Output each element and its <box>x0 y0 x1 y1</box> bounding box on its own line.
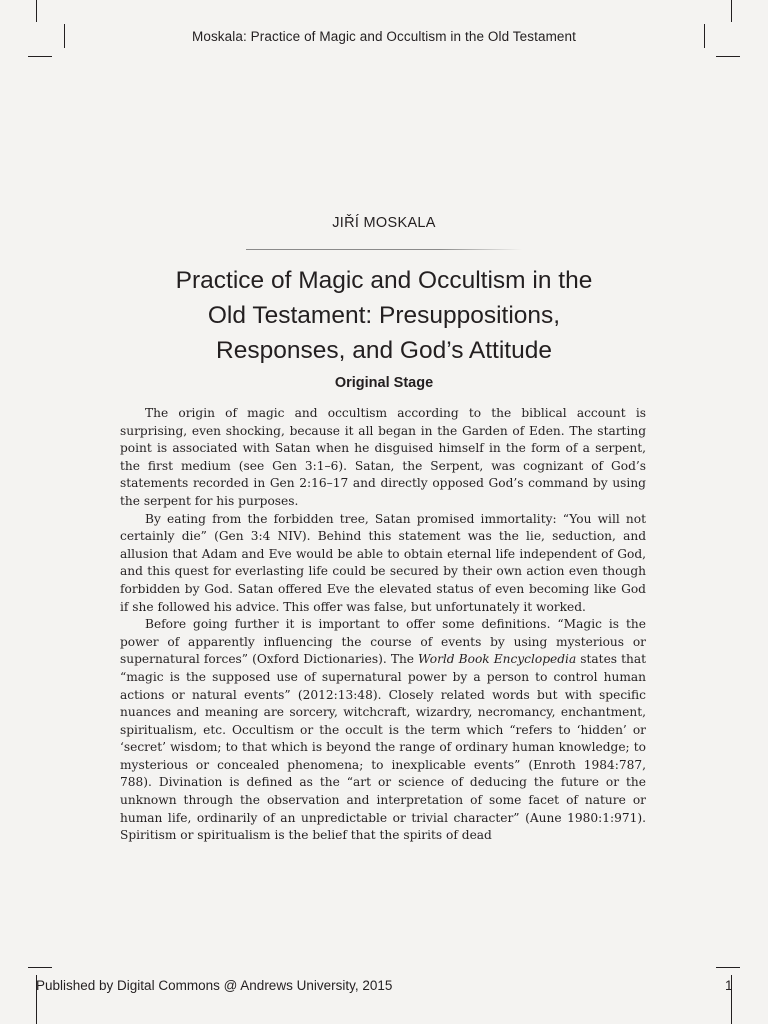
text-run: states that “magic is the supposed use of supernatural power by a person to control human actions or natural events” (2012:13:48). Closely related words but with specific nuances and meaning are sorcery, witchcraft, wizardry, necromancy, enchantment, spiritualism, etc. Occultism or the occult is the term which “refers to ‘hidden’ or ‘secret’ wisdom; to that which is beyond the range of ordinary human knowledge; to mysterious or concealed phenomena; to inexplicable events” (Enroth 1984:787, 788). Divination is defined as the “art or science of deducing the future or the unknown through the observation and interpretation of some facet of nature or human life, ordinarily of an unpredictable or trivial character” (Aune 1980:1:971). Spiritism or spiritualism is the belief that the spirits of dead <box>120 652 646 843</box>
article-body <box>120 405 646 845</box>
title-line: Responses, and God’s Attitude <box>216 337 552 364</box>
page-number: 1 <box>725 978 733 993</box>
text-run: Before going further it is important to offer some definitions. “Magic is the power of apparently influencing the course of events by using mysterious or supernatural forces” (Oxford Dictionaries). The <box>120 617 646 667</box>
article-title <box>120 263 648 368</box>
body-paragraph <box>120 511 646 617</box>
crop-mark <box>716 967 740 968</box>
body-paragraph <box>120 405 646 511</box>
crop-mark <box>731 0 732 22</box>
italic-title: World Book Encyclopedia <box>418 652 577 667</box>
crop-mark <box>28 56 52 57</box>
running-head: Moskala: Practice of Magic and Occultism in the Old Testament <box>191 29 576 44</box>
body-paragraph <box>120 616 646 845</box>
title-line: Practice of Magic and Occultism in the <box>175 267 593 294</box>
author-name: JIŘÍ MOSKALA <box>332 215 436 231</box>
text-run: The origin of magic and occultism according to the biblical account is surprising, even shocking, because it all began in the Garden of Eden. The starting point is associated with Satan when he disguised himself in the form of a serpent, the first medium (see Gen 3:1–6). Satan, the Serpent, was cognizant of God’s statements recorded in Gen 2:16–17 and directly opposed God’s command by using the serpent for his purposes. <box>120 406 646 508</box>
publisher-footer: Published by Digital Commons @ Andrews University, 2015 <box>36 978 393 993</box>
text-run: By eating from the forbidden tree, Satan promised immortality: “You will not certainly die” (Gen 3:4 NIV). Behind this statement was the lie, seduction, and allusion that Adam and Eve would be able to obtain eternal life independent of God, and this quest for everlasting life could be secured by their own action even though forbidden by God. Satan offered Eve the elevated status of even becoming like God if she followed his advice. This offer was false, but unfortunately it worked. <box>120 511 646 614</box>
crop-mark <box>28 967 52 968</box>
crop-mark <box>716 56 740 57</box>
section-heading: Original Stage <box>334 375 434 391</box>
title-line: Old Testament: Presuppositions, <box>207 302 561 329</box>
crop-mark <box>36 0 37 22</box>
title-divider <box>246 249 522 250</box>
